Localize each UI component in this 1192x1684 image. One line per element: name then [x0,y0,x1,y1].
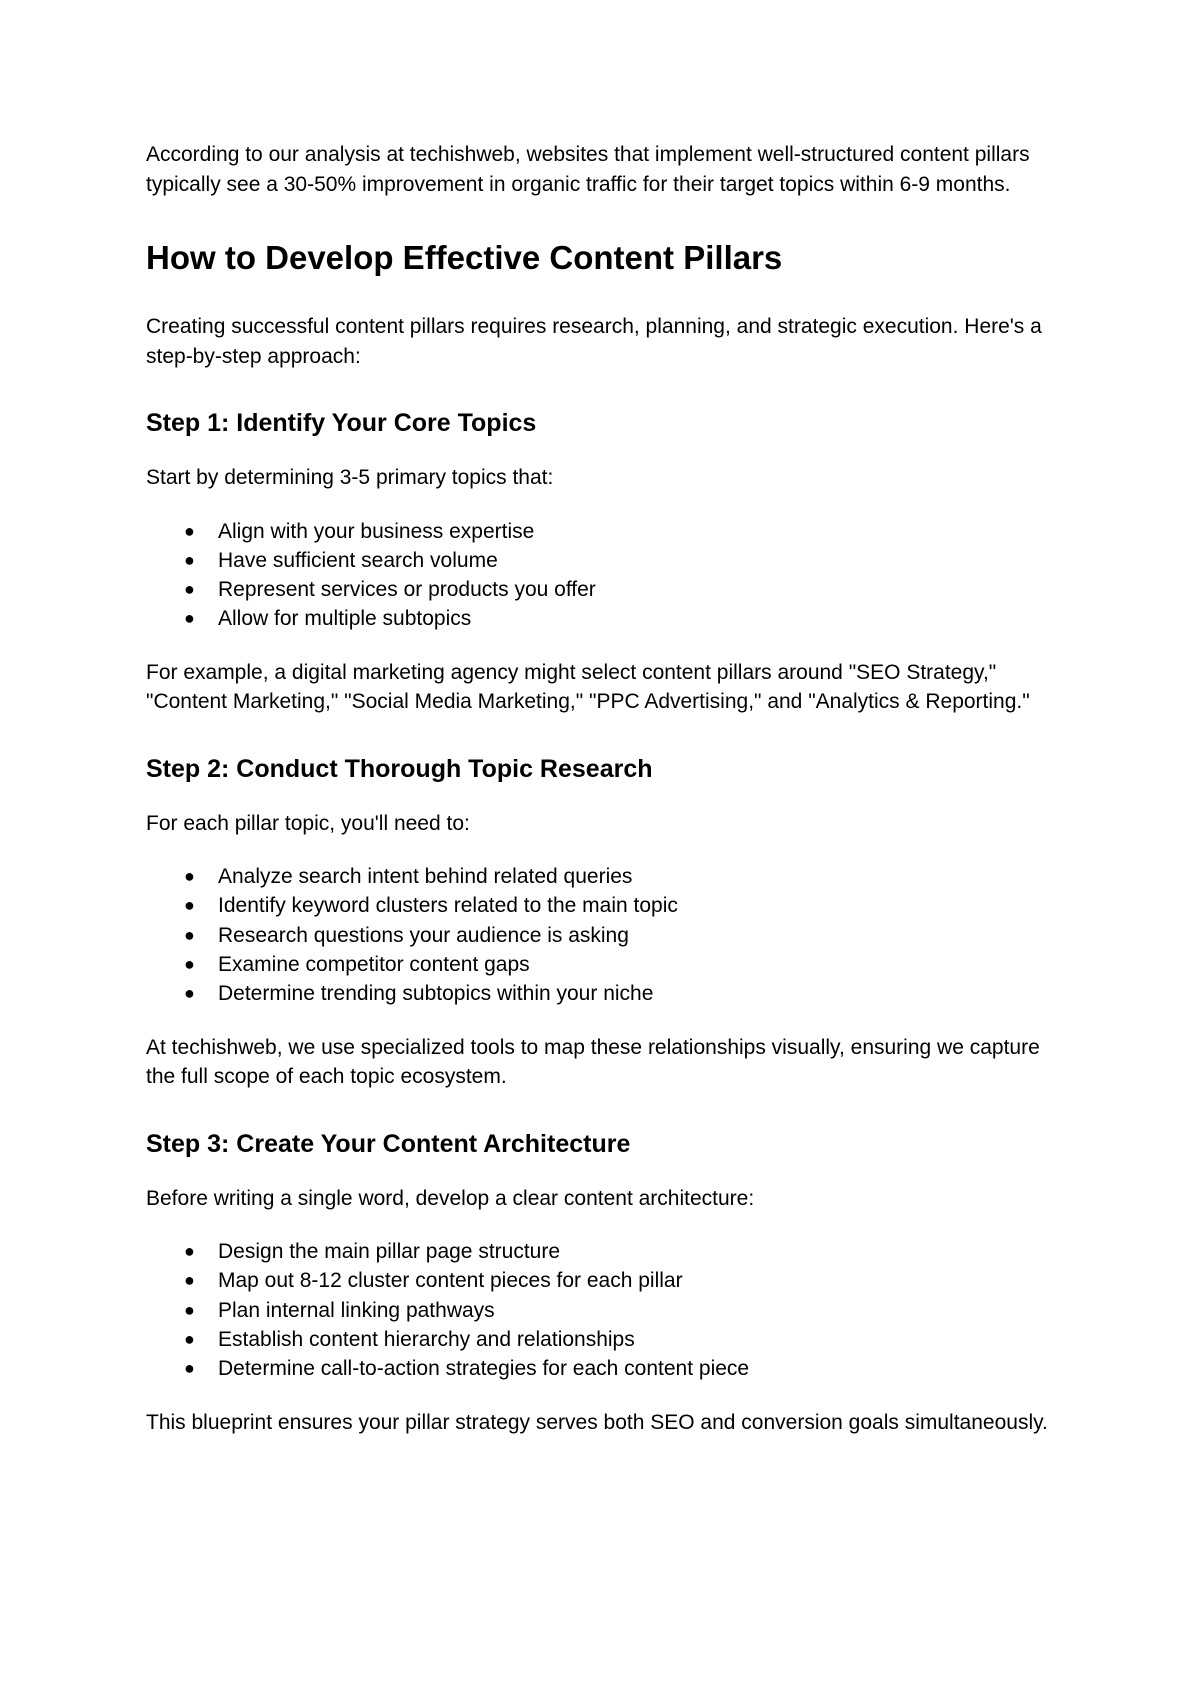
step-3-intro: Before writing a single word, develop a clear content architecture: [146,1186,755,1210]
step-2-outro: At techishweb, we use specialized tools to map these relationships visually, ensuring we capture the full scope of each topic ecosystem. [146,1035,1040,1089]
list-item: ● Determine trending subtopics within your niche [146,979,1056,1008]
lead-paragraph: Creating successful content pillars requires research, planning, and strategic execution. Here's a step-by-step approach: [146,315,1042,368]
list-item: ● Allow for multiple subtopics [146,604,1056,633]
list-item: ● Research questions your audience is asking [146,921,1056,950]
list-item: ● Establish content hierarchy and relationships [146,1325,1056,1354]
step-1-outro: For example, a digital marketing agency might select content pillars around "SEO Strategy," "Content Marketing," "Social Media Marketing," "PPC Advertising," and "Analytics & Reporting." [146,660,1030,714]
bullet-icon: ● [184,924,195,945]
intro-paragraph: According to our analysis at techishweb, websites that implement well-structured content pillars typically see a 30-50% improvement in organic traffic for their target topics within 6-9 months. [146,143,1030,196]
step-2-intro: For each pillar topic, you'll need to: [146,811,470,835]
bullet-icon: ● [184,895,195,916]
step-2-heading: Step 2: Conduct Thorough Topic Research [146,754,653,783]
bullet-icon: ● [184,983,195,1004]
bullet-icon: ● [184,866,195,887]
bullet-icon: ● [184,1270,195,1291]
section-heading: How to Develop Effective Content Pillars [146,239,783,276]
list-item: ● Map out 8-12 cluster content pieces for each pillar [146,1266,1056,1295]
bullet-icon: ● [184,1241,195,1262]
list-item: ● Identify keyword clusters related to the main topic [146,891,1056,920]
list-item: ● Design the main pillar page structure [146,1237,1056,1266]
list-item: ● Examine competitor content gaps [146,950,1056,979]
list-item: ● Plan internal linking pathways [146,1296,1056,1325]
bullet-icon: ● [184,954,195,975]
step-3-list [146,1237,1056,1383]
bullet-icon: ● [184,1358,195,1379]
list-item: ● Analyze search intent behind related queries [146,862,1056,891]
step-1-list [146,517,1056,634]
step-2-list [146,862,1056,1008]
bullet-icon: ● [184,579,195,600]
step-1-intro: Start by determining 3-5 primary topics that: [146,466,554,489]
step-3-outro: This blueprint ensures your pillar strategy serves both SEO and conversion goals simultaneously. [146,1410,1048,1434]
bullet-icon: ● [184,1329,195,1350]
step-3-heading: Step 3: Create Your Content Architecture [146,1129,631,1158]
list-item: ● Determine call-to-action strategies for each content piece [146,1354,1056,1383]
bullet-icon: ● [184,608,195,629]
bullet-icon: ● [184,549,195,570]
document-page [146,140,1056,1437]
bullet-icon: ● [184,1299,195,1320]
list-item: ● Align with your business expertise [146,517,1056,546]
list-item: ● Have sufficient search volume [146,546,1056,575]
step-1-heading: Step 1: Identify Your Core Topics [146,409,537,437]
bullet-icon: ● [184,520,195,541]
list-item: ● Represent services or products you offer [146,575,1056,604]
